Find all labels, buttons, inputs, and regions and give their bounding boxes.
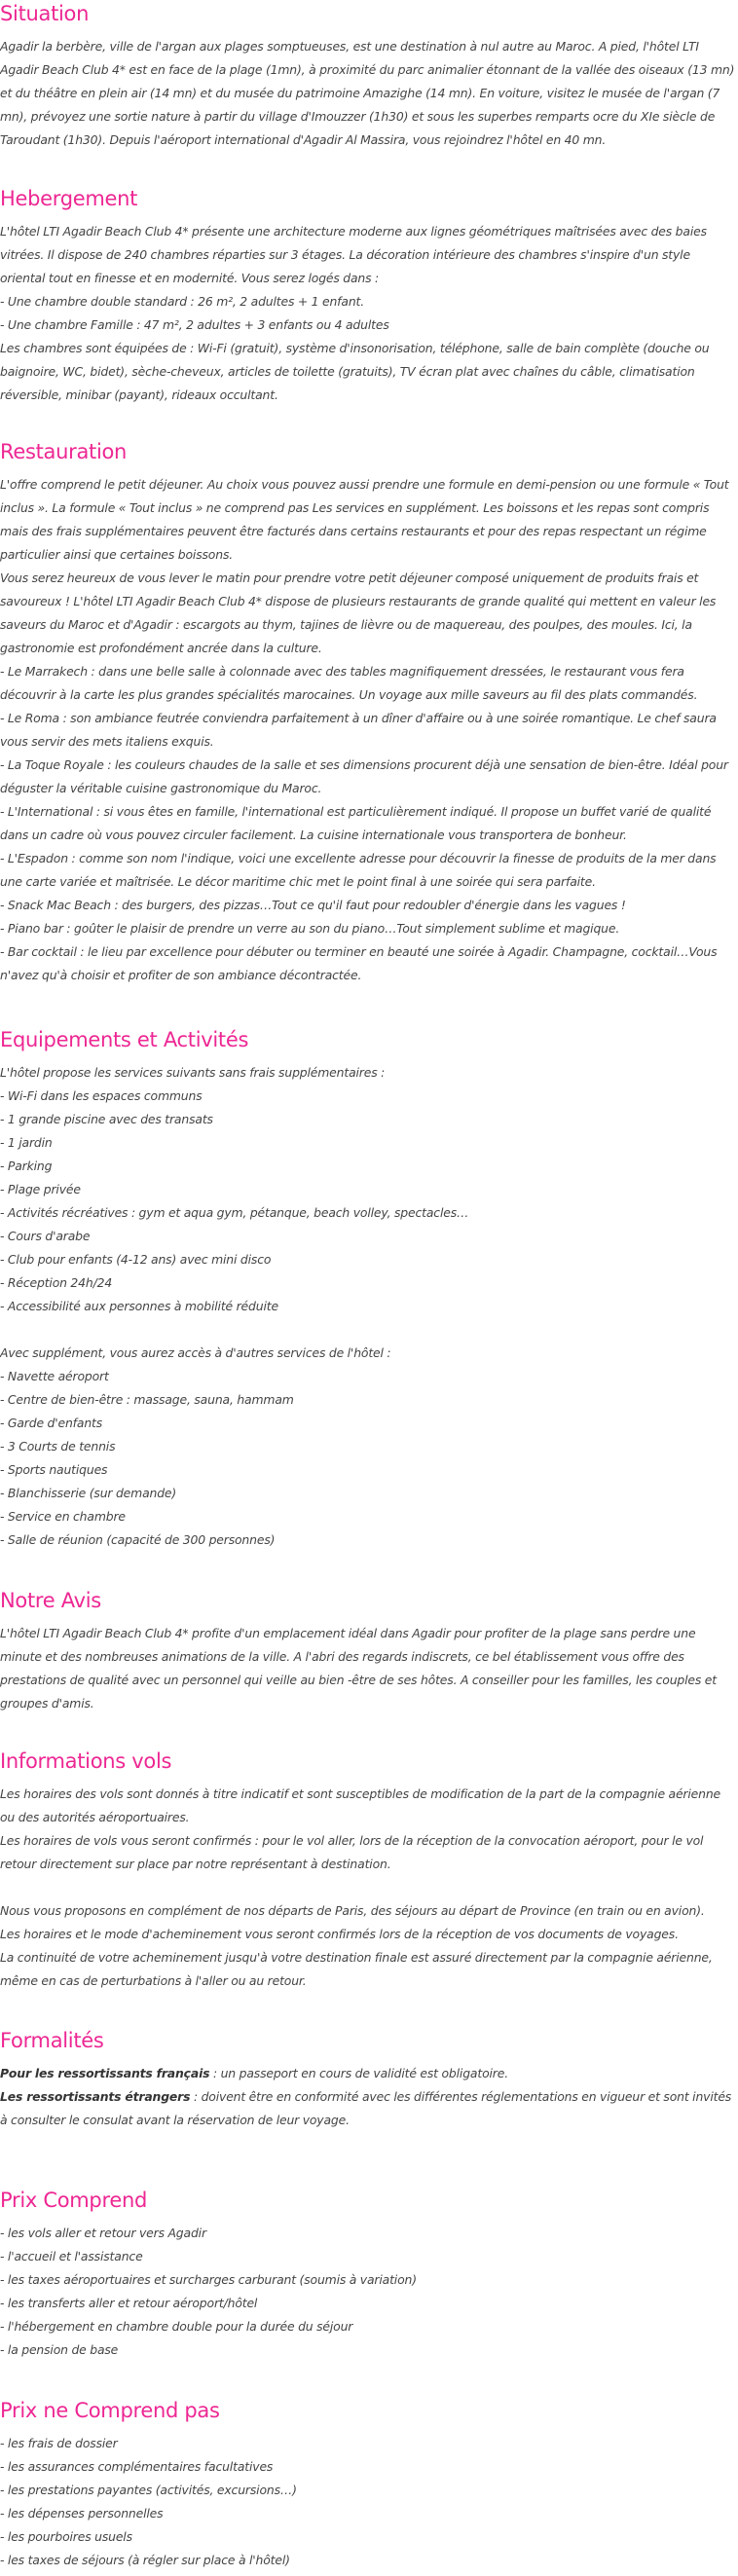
vols-text1: Les horaires des vols sont donnés à titre indicatif et sont susceptibles de modification de la part de la compagnie aérienne ou des autorités aéroportuaires. (0, 1786, 721, 1824)
situation-body (0, 35, 738, 152)
formalites-etr-label: Les ressortissants étrangers (0, 2089, 191, 2104)
restaurant-item: - La Toque Royale : les couleurs chaudes de la salle et ses dimensions procurent déjà une sensation de bien-être. Idéal pour déguster la véritable cuisine gastronomique du Maroc. (0, 757, 728, 795)
paid-service-item: - 3 Courts de tennis (0, 1439, 116, 1454)
section-vols (0, 1748, 738, 1993)
included-item: - la pension de base (0, 2342, 119, 2357)
hebergement-title: Hebergement (0, 187, 138, 210)
equipements-body (0, 1061, 738, 1552)
hebergement-text2: Les chambres sont équipées de : Wi-Fi (gratuit), système d'insonorisation, téléphone, salle de bain complète (douche ou baignoire, WC, bidet), sèche-cheveux, articles de toilette (gratuits), TV écran plat avec chaînes du câble, climatisation réversible, minibar (payant), rideaux occultant. (0, 341, 710, 402)
paid-service-item: - Sports nautiques (0, 1462, 108, 1477)
hebergement-text1: L'hôtel LTI Agadir Beach Club 4* présente une architecture moderne aux lignes géométriques maîtrisées avec des baies vitrées. Il dispose de 240 chambres réparties sur 3 étages. La décoration intérieure des chambres s'inspire d'un style oriental tout en finesse et en modernité. Vous serez logés dans : (0, 224, 707, 285)
paid-service-item: - Garde d'enfants (0, 1416, 103, 1430)
free-service-item: - 1 grande piscine avec des transats (0, 1112, 213, 1126)
section-equipements (0, 1026, 738, 1552)
restauration-title: Restauration (0, 440, 128, 463)
vols-body (0, 1783, 738, 1993)
section-hebergement (0, 185, 738, 407)
free-service-item: - 1 jardin (0, 1135, 53, 1150)
free-service-item: - Plage privée (0, 1182, 81, 1196)
section-prix-comprend (0, 2187, 738, 2362)
section-formalites (0, 2027, 738, 2132)
ne-comprend-title: Prix ne Comprend pas (0, 2399, 220, 2422)
restauration-text1: L'offre comprend le petit déjeuner. Au choix vous pouvez aussi prendre une formule en demi-pension ou une formule « Tout inclus ». La formule « Tout inclus » ne comprend pas Les services en supplément. Les boissons et les repas sont compris mais des frais supplémentaires peuvent être facturés dans certains restaurants et pour des repas respectant un régime particulier ainsi que certaines boissons. (0, 477, 729, 562)
restaurant-item: - L'International : si vous êtes en famille, l'international est particulièrement indiqué. Il propose un buffet varié de qualité dans un cadre où vous pouvez circuler facilement. La cuisine internationale vous transportera de bonheur. (0, 804, 712, 842)
hebergement-room2: - Une chambre Famille : 47 m², 2 adultes + 3 enfants ou 4 adultes (0, 317, 389, 332)
included-item: - l'accueil et l'assistance (0, 2249, 143, 2263)
included-item: - l'hébergement en chambre double pour la durée du séjour (0, 2319, 353, 2334)
free-service-item: - Club pour enfants (4-12 ans) avec mini disco (0, 1252, 272, 1267)
spacer (0, 1318, 738, 1342)
avis-title: Notre Avis (0, 1589, 101, 1612)
formalites-title: Formalités (0, 2029, 104, 2052)
restauration-body (0, 473, 738, 987)
excluded-item: - les assurances complémentaires facultatives (0, 2459, 274, 2474)
free-service-item: - Wi-Fi dans les espaces communs (0, 1088, 203, 1103)
paid-service-item: - Centre de bien-être : massage, sauna, hammam (0, 1392, 294, 1407)
vols-text4: Les horaires et le mode d'acheminement vous seront confirmés lors de la réception de vos documents de voyages. (0, 1927, 679, 1941)
section-prix-ne-comprend (0, 2397, 738, 2572)
excluded-item: - les pourboires usuels (0, 2529, 132, 2544)
formalites-etrangers (0, 2085, 738, 2132)
equipements-intro-paid: Avec supplément, vous aurez accès à d'autres services de l'hôtel : (0, 1345, 391, 1360)
restauration-text2: Vous serez heureux de vous lever le matin pour prendre votre petit déjeuner composé uniquement de produits frais et savoureux ! L'hôtel LTI Agadir Beach Club 4* dispose de plusieurs restaurants de grande qualité qui mettent en valeur les saveurs du Maroc et d'Agadir : escargots au thym, tajines de lièvre ou de maquereau, des poulpes, des moules. Ici, la gastronomie est profondément ancrée dans la culture. (0, 570, 717, 655)
paid-service-item: - Blanchisserie (sur demande) (0, 1486, 177, 1500)
vols-text5: La continuité de votre acheminement jusqu'à votre destination finale est assuré directement par la compagnie aérienne, même en cas de perturbations à l'aller ou au retour. (0, 1950, 713, 1988)
free-service-item: - Activités récréatives : gym et aqua gym, pétanque, beach volley, spectacles… (0, 1205, 469, 1220)
restaurant-item: - Snack Mac Beach : des burgers, des pizzas…Tout ce qu'il faut pour redoubler d'énergie dans les vagues ! (0, 898, 626, 912)
restaurant-item: - Le Marrakech : dans une belle salle à colonnade avec des tables magnifiquement dressées, le restaurant vous fera découvrir à la carte les plus grandes spécialités marocaines. Un voyage aux mille saveurs au fil des plats commandés. (0, 664, 698, 702)
situation-title: Situation (0, 2, 90, 25)
formalites-fr-label: Pour les ressortissants français (0, 2066, 210, 2080)
included-item: - les transferts aller et retour aéroport/hôtel (0, 2296, 258, 2310)
avis-text: L'hôtel LTI Agadir Beach Club 4* profite d'un emplacement idéal dans Agadir pour profiter de la plage sans perdre une minute et des nombreuses animations de la ville. A l'abri des regards indiscrets, ce bel établissement vous offre des prestations de qualité avec un personnel qui veille au bien -être de ses hôtes. A conseiller pour les familles, les couples et groupes d'amis. (0, 1626, 717, 1711)
paid-service-item: - Service en chambre (0, 1509, 126, 1524)
excluded-item: - les frais de dossier (0, 2436, 118, 2450)
section-restauration (0, 438, 738, 987)
comprend-title: Prix Comprend (0, 2189, 147, 2212)
excluded-item: - les taxes de séjours (à régler sur place à l'hôtel) (0, 2553, 290, 2567)
hebergement-body (0, 220, 738, 407)
included-item: - les vols aller et retour vers Agadir (0, 2226, 206, 2240)
paid-service-item: - Navette aéroport (0, 1369, 109, 1383)
free-service-item: - Cours d'arabe (0, 1229, 91, 1243)
avis-body (0, 1622, 738, 1715)
restaurant-item: - Bar cocktail : le lieu par excellence pour débuter ou terminer en beauté une soirée à Agadir. Champagne, cocktail…Vous n'avez qu'à choisir et profiter de son ambiance décontractée. (0, 944, 718, 982)
restaurant-item: - Piano bar : goûter le plaisir de prendre un verre au son du piano…Tout simplement sublime et magique. (0, 921, 620, 936)
ne-comprend-body (0, 2432, 738, 2572)
vols-text2: Les horaires de vols vous seront confirmés : pour le vol aller, lors de la réception de la convocation aéroport, pour le vol retour directement sur place par notre représentant à destination. (0, 1833, 704, 1871)
formalites-fr-text: : un passeport en cours de validité est obligatoire. (209, 2066, 508, 2080)
spacer (0, 1876, 738, 1899)
paid-service-item: - Salle de réunion (capacité de 300 personnes) (0, 1532, 276, 1547)
hebergement-room1: - Une chambre double standard : 26 m², 2 adultes + 1 enfant. (0, 294, 365, 309)
vols-title: Informations vols (0, 1749, 172, 1773)
excluded-item: - les dépenses personnelles (0, 2506, 164, 2521)
restaurant-item: - Le Roma : son ambiance feutrée conviendra parfaitement à un dîner d'affaire ou à une soirée romantique. Le chef saura vous servir des mets italiens exquis. (0, 711, 717, 749)
equipements-intro-free: L'hôtel propose les services suivants sans frais supplémentaires : (0, 1065, 386, 1080)
section-avis (0, 1587, 738, 1715)
free-service-item: - Accessibilité aux personnes à mobilité réduite (0, 1299, 278, 1313)
vols-text3: Nous vous proposons en complément de nos départs de Paris, des séjours au départ de Province (en train ou en avion). (0, 1903, 705, 1918)
equipements-title: Equipements et Activités (0, 1028, 249, 1051)
formalites-francais (0, 2062, 738, 2085)
comprend-body (0, 2222, 738, 2362)
formalites-etr-text: : doivent être en conformité avec les différentes réglementations en vigueur et sont invités à consulter le consulat avant la réservation de leur voyage. (0, 2089, 732, 2127)
free-service-item: - Parking (0, 1159, 53, 1173)
free-service-item: - Réception 24h/24 (0, 1275, 113, 1290)
excluded-item: - les prestations payantes (activités, excursions…) (0, 2483, 297, 2497)
restaurant-item: - L'Espadon : comme son nom l'indique, voici une excellente adresse pour découvrir la finesse de produits de la mer dans une carte variée et maîtrisée. Le décor maritime chic met le point final à une soirée qui sera parfaite. (0, 851, 717, 889)
section-situation (0, 0, 738, 152)
formalites-body (0, 2062, 738, 2132)
included-item: - les taxes aéroportuaires et surcharges carburant (soumis à variation) (0, 2272, 417, 2287)
situation-text: Agadir la berbère, ville de l'argan aux plages somptueuses, est une destination à nul autre au Maroc. A pied, l'hôtel LTI Agadir Beach Club 4* est en face de la plage (1mn), à proximité du parc animalier étonnant de la vallée des oiseaux (13 mn) et du théâtre en plein air (14 mn) et du musée du patrimoine Amazighe (14 mn). En voiture, visitez le musée de l'argan (7 mn), prévoyez une sortie nature à partir du village d'Imouzzer (1h30) et sous les superbes remparts ocre du XIe siècle de Taroudant (1h30). Depuis l'aéroport international d'Agadir Al Massira, vous rejoindrez l'hôtel en 40 mn. (0, 39, 735, 147)
